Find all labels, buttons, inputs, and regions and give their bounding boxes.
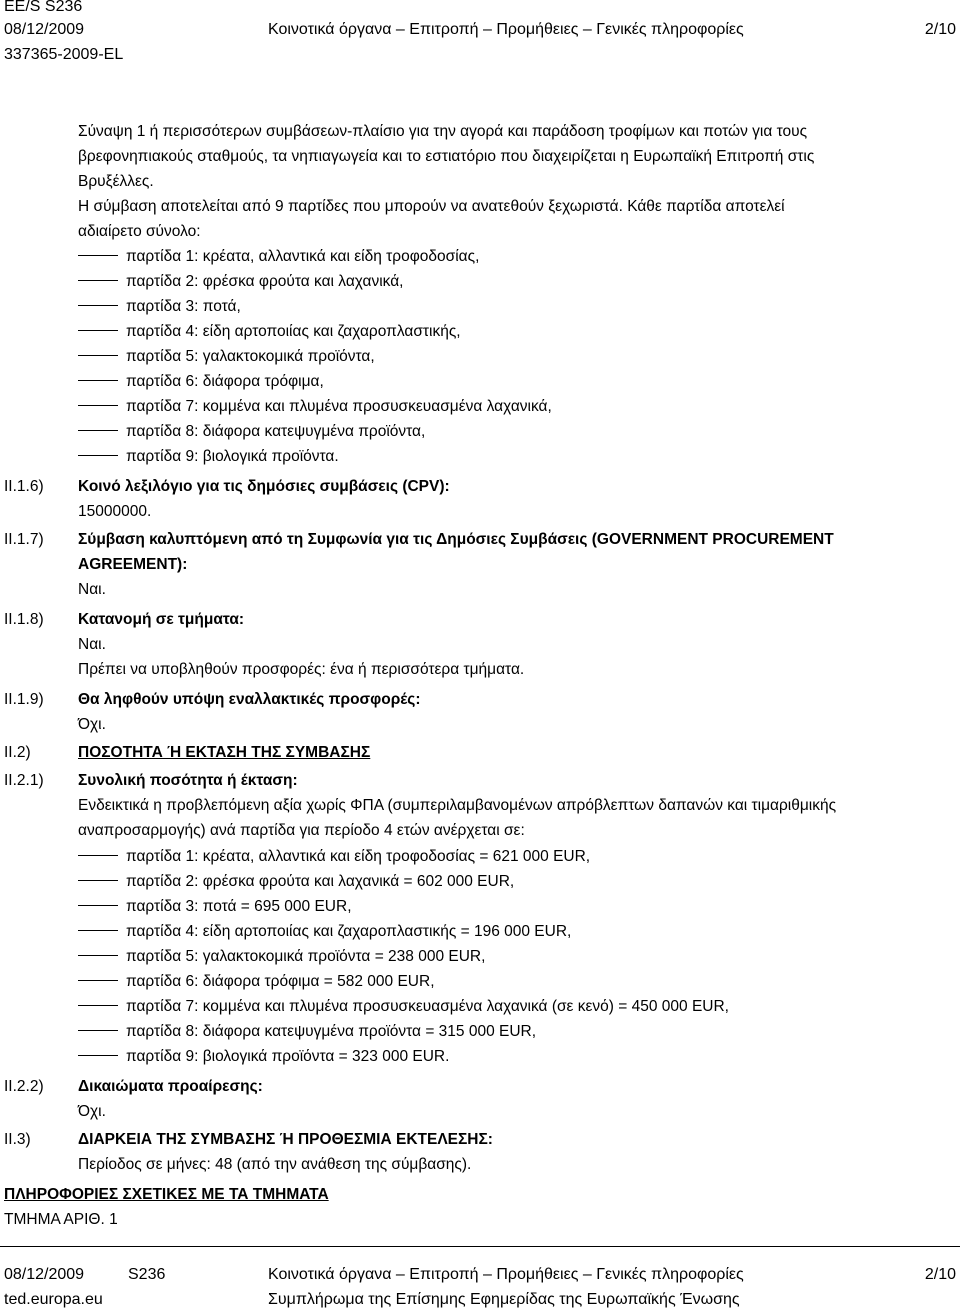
section-text: Ενδεικτικά η προβλεπόμενη αξία χωρίς ΦΠΑ (συμπεριλαμβανομένων απρόβλεπτων δαπανών και τιμαριθμικής [78, 797, 837, 814]
document-id: 337365-2009-EL [4, 46, 124, 63]
section-number: II.3) [4, 1131, 31, 1148]
footer-divider [0, 1246, 960, 1247]
intro-text: Βρυξέλλες. [78, 173, 154, 190]
intro-text: βρεφονηπιακούς σταθμούς, τα νηπιαγωγεία και το εστιατόριο που διαχειρίζεται η Ευρωπαϊκή Επιτροπή στις [78, 148, 815, 165]
section-number: II.1.8) [4, 611, 44, 628]
section-number: II.2) [4, 744, 31, 761]
list-item: παρτίδα 3: ποτά = 695 000 EUR, [78, 898, 352, 916]
intro-text: Η σύμβαση αποτελείται από 9 παρτίδες που μπορούν να ανατεθούν ξεχωριστά. Κάθε παρτίδα αποτελεί [78, 198, 785, 215]
series-code: EE/S S236 [4, 0, 83, 15]
footer-breadcrumb: Κοινοτικά όργανα – Επιτροπή – Προμήθειες – Γενικές πληροφορίες [268, 1266, 744, 1283]
list-item: παρτίδα 5: γαλακτοκομικά προϊόντα, [78, 348, 375, 366]
header-breadcrumb: Κοινοτικά όργανα – Επιτροπή – Προμήθειες – Γενικές πληροφορίες [268, 21, 744, 38]
section-number: II.1.9) [4, 691, 44, 708]
list-item: παρτίδα 5: γαλακτοκομικά προϊόντα = 238 000 EUR, [78, 948, 485, 966]
section-title: Συνολική ποσότητα ή έκταση: [78, 772, 298, 789]
section-title: Κατανομή σε τμήματα: [78, 611, 245, 628]
intro-text: αδιαίρετο σύνολο: [78, 223, 201, 240]
list-item: παρτίδα 1: κρέατα, αλλαντικά και είδη τροφοδοσίας = 621 000 EUR, [78, 848, 590, 866]
list-item: παρτίδα 7: κομμένα και πλυμένα προσυσκευασμένα λαχανικά (σε κενό) = 450 000 EUR, [78, 998, 729, 1016]
section-value: Ναι. [78, 636, 106, 653]
section-value: Ναι. [78, 581, 106, 598]
header-page: 2/10 [924, 21, 956, 38]
section-number: II.2.2) [4, 1078, 44, 1095]
list-item: παρτίδα 8: διάφορα κατεψυγμένα προϊόντα, [78, 423, 425, 441]
list-item: παρτίδα 6: διάφορα τρόφιμα = 582 000 EUR, [78, 973, 435, 991]
section-number: II.2.1) [4, 772, 44, 789]
section-title: Κοινό λεξιλόγιο για τις δημόσιες συμβάσεις (CPV): [78, 478, 450, 495]
section-number: II.1.7) [4, 531, 44, 548]
section-value: 15000000. [78, 503, 152, 520]
header-date: 08/12/2009 [4, 21, 85, 38]
section-number: II.1.6) [4, 478, 44, 495]
section-title: AGREEMENT): [78, 556, 188, 573]
footer-page: 2/10 [924, 1266, 956, 1283]
list-item: παρτίδα 9: βιολογικά προϊόντα = 323 000 EUR. [78, 1048, 449, 1066]
lots-info-heading: ΠΛΗΡΟΦΟΡΙΕΣ ΣΧΕΤΙΚΕΣ ΜΕ ΤΑ ΤΜΗΜΑΤΑ [4, 1186, 329, 1203]
section-value: Όχι. [78, 1103, 106, 1120]
section-value: Όχι. [78, 716, 106, 733]
footer-date: 08/12/2009 [4, 1266, 85, 1283]
list-item: παρτίδα 2: φρέσκα φρούτα και λαχανικά, [78, 273, 404, 291]
section-value: Περίοδος σε μήνες: 48 (από την ανάθεση της σύμβασης). [78, 1156, 472, 1173]
list-item: παρτίδα 7: κομμένα και πλυμένα προσυσκευασμένα λαχανικά, [78, 398, 552, 416]
list-item: παρτίδα 6: διάφορα τρόφιμα, [78, 373, 324, 391]
section-title: Σύμβαση καλυπτόμενη από τη Συμφωνία για τις Δημόσιες Συμβάσεις (GOVERNMENT PROCUREMENT [78, 531, 834, 548]
section-note: Πρέπει να υποβληθούν προσφορές: ένα ή περισσότερα τμήματα. [78, 661, 525, 678]
section-heading: ΠΟΣΟΤΗΤΑ Ή ΕΚΤΑΣΗ ΤΗΣ ΣΥΜΒΑΣΗΣ [78, 744, 371, 761]
section-text: αναπροσαρμογής) ανά παρτίδα για περίοδο 4 ετών ανέρχεται σε: [78, 822, 525, 839]
lot-number: ΤΜΗΜΑ ΑΡΙΘ. 1 [4, 1211, 118, 1228]
list-item: παρτίδα 1: κρέατα, αλλαντικά και είδη τροφοδοσίας, [78, 248, 479, 266]
list-item: παρτίδα 4: είδη αρτοποιίας και ζαχαροπλαστικής = 196 000 EUR, [78, 923, 571, 941]
list-item: παρτίδα 4: είδη αρτοποιίας και ζαχαροπλαστικής, [78, 323, 461, 341]
footer-site-link[interactable]: ted.europa.eu [4, 1291, 103, 1308]
section-title: Θα ληφθούν υπόψη εναλλακτικές προσφορές: [78, 691, 421, 708]
list-item: παρτίδα 8: διάφορα κατεψυγμένα προϊόντα = 315 000 EUR, [78, 1023, 536, 1041]
list-item: παρτίδα 9: βιολογικά προϊόντα. [78, 448, 339, 466]
section-title: Δικαιώματα προαίρεσης: [78, 1078, 263, 1095]
footer-supplement: Συμπλήρωμα της Επίσημης Εφημερίδας της Ευρωπαϊκής Ένωσης [268, 1291, 740, 1308]
list-item: παρτίδα 2: φρέσκα φρούτα και λαχανικά = 602 000 EUR, [78, 873, 514, 891]
section-title: ΔΙΑΡΚΕΙΑ ΤΗΣ ΣΥΜΒΑΣΗΣ Ή ΠΡΟΘΕΣΜΙΑ ΕΚΤΕΛΕΣΗΣ: [78, 1131, 493, 1148]
list-item: παρτίδα 3: ποτά, [78, 298, 241, 316]
footer-series: S236 [128, 1266, 166, 1283]
intro-text: Σύναψη 1 ή περισσότερων συμβάσεων-πλαίσιο για την αγορά και παράδοση τροφίμων και ποτών για τους [78, 123, 808, 140]
